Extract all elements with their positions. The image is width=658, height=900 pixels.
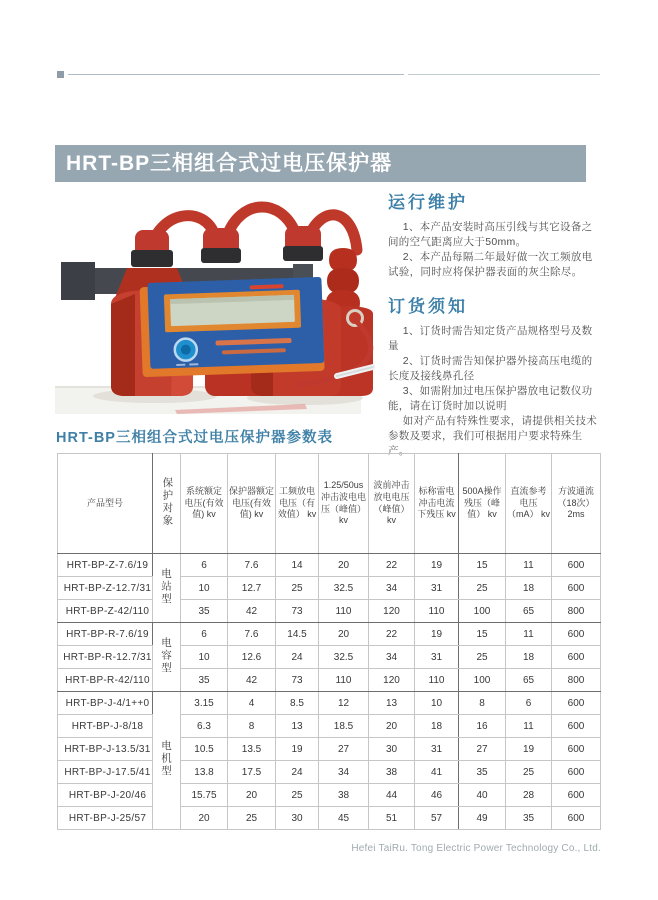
product-photo [55,190,375,420]
value-cell: 13.5 [228,738,276,761]
value-cell: 25 [459,577,506,600]
cap-ring [283,246,323,261]
ordering-item: 1、订货时需告知定货产品规格型号及数量 [388,325,593,352]
ordering-heading: 订货须知 [388,297,468,316]
value-cell: 6 [181,554,228,577]
maintenance-heading: 运行维护 [388,193,468,212]
bracket-end [61,262,95,300]
value-cell: 17.5 [228,761,276,784]
group-cell-station: 电站型 [153,554,181,623]
value-cell: 19 [506,738,552,761]
value-cell: 13.8 [181,761,228,784]
value-cell: 110 [319,600,369,623]
value-cell: 15 [459,554,506,577]
value-cell: 22 [369,554,415,577]
top-rule-line-2 [408,74,600,75]
discharge-counter [139,277,324,377]
value-cell: 24 [276,761,319,784]
value-cell: 19 [276,738,319,761]
value-cell: 20 [319,623,369,646]
ordering-item: 3、如需附加过电压保护器放电记数仪功能，请在订货时加以说明 [388,385,593,412]
table-row [58,761,601,784]
value-cell: 6 [506,692,552,715]
value-cell: 49 [459,807,506,830]
table-row [58,715,601,738]
table-row [58,554,601,577]
value-cell: 34 [369,577,415,600]
header-row [58,454,601,554]
value-cell: 65 [506,669,552,692]
value-cell: 35 [506,807,552,830]
value-cell: 6 [181,623,228,646]
value-cell: 800 [552,600,601,623]
col-header-impulse-discharge: 1.25/50us冲击波电电压（峰值） kv [319,454,369,554]
value-cell: 3.15 [181,692,228,715]
value-cell: 600 [552,784,601,807]
value-cell: 27 [459,738,506,761]
value-cell: 45 [319,807,369,830]
value-cell: 8 [459,692,506,715]
value-cell: 30 [369,738,415,761]
value-cell: 31 [415,738,459,761]
table-row [58,807,601,830]
value-cell: 20 [228,784,276,807]
maintenance-item: 2、本产品每隔二年最好做一次工频放电试验，同时应将保护器表面的灰尘除尽。 [388,251,593,278]
value-cell: 34 [369,646,415,669]
col-header-nominal-residual: 标称雷电冲击电流下残压 kv [415,454,459,554]
value-cell: 11 [506,715,552,738]
value-cell: 65 [506,600,552,623]
value-cell: 35 [181,600,228,623]
value-cell: 46 [415,784,459,807]
value-cell: 10 [181,577,228,600]
company-footer: Hefei TaiRu. Tong Electric Power Technology Co., Ltd. [351,843,601,854]
value-cell: 51 [369,807,415,830]
model-cell: HRT-BP-Z-7.6/19 [58,554,153,577]
value-cell: 11 [506,554,552,577]
value-cell: 800 [552,669,601,692]
table-row [58,784,601,807]
value-cell: 18 [506,646,552,669]
col-header-rated-voltage: 保护器额定电压(有效值) kv [228,454,276,554]
value-cell: 40 [459,784,506,807]
value-cell: 25 [228,807,276,830]
value-cell: 73 [276,669,319,692]
value-cell: 10.5 [181,738,228,761]
col-header-protected-object: 保护对象 [153,454,181,554]
model-cell: HRT-BP-J-20/46 [58,784,153,807]
value-cell: 600 [552,577,601,600]
value-cell: 12 [319,692,369,715]
value-cell: 15 [459,623,506,646]
value-cell: 10 [181,646,228,669]
cap-ring [201,248,241,263]
col-header-square-wave: 方波通流（18次） 2ms [552,454,601,554]
maintenance-item: 1、本产品安装时高压引线与其它设备之间的空气距离应大于50mm。 [388,221,593,248]
value-cell: 7.6 [228,623,276,646]
info-column [388,188,602,459]
value-cell: 24 [276,646,319,669]
table-row [58,577,601,600]
group-cell-motor: 电机型 [153,692,181,830]
value-cell: 4 [228,692,276,715]
value-cell: 8.5 [276,692,319,715]
value-cell: 12.7 [228,577,276,600]
value-cell: 31 [415,577,459,600]
model-cell: HRT-BP-J-8/18 [58,715,153,738]
value-cell: 44 [369,784,415,807]
top-rule-line [68,74,404,75]
value-cell: 35 [459,761,506,784]
value-cell: 25 [276,784,319,807]
value-cell: 600 [552,807,601,830]
value-cell: 20 [319,554,369,577]
parameters-table [57,453,601,830]
value-cell: 14 [276,554,319,577]
value-cell: 38 [319,784,369,807]
value-cell: 600 [552,761,601,784]
value-cell: 35 [181,669,228,692]
value-cell: 6.3 [181,715,228,738]
ordering-item: 如对产品有特殊性要求，请提供相关技术参数及要求，我们可根据用户要求特殊生产。 [388,415,598,457]
group-cell-capacitor: 电容型 [153,623,181,692]
value-cell: 600 [552,715,601,738]
col-header-power-freq-discharge: 工频放电电压（有效值） kv [276,454,319,554]
model-cell: HRT-BP-Z-12.7/31 [58,577,153,600]
value-cell: 11 [506,623,552,646]
value-cell: 120 [369,600,415,623]
value-cell: 100 [459,669,506,692]
value-cell: 27 [319,738,369,761]
value-cell: 13 [369,692,415,715]
model-cell: HRT-BP-J-13.5/31 [58,738,153,761]
value-cell: 32.5 [319,577,369,600]
value-cell: 120 [369,669,415,692]
value-cell: 42 [228,669,276,692]
value-cell: 25 [506,761,552,784]
value-cell: 10 [415,692,459,715]
model-cell: HRT-BP-J-4/1++0 [58,692,153,715]
surge-protector-illustration [55,190,375,420]
col-header-model: 产品型号 [58,454,153,554]
value-cell: 41 [415,761,459,784]
value-cell: 600 [552,646,601,669]
col-header-dc-reference: 直流参考电压（mA） kv [506,454,552,554]
ordering-item: 2、订货时需告知保护器外接高压电缆的长度及接线鼻孔径 [388,355,593,382]
value-cell: 12.6 [228,646,276,669]
value-cell: 31 [415,646,459,669]
table-title: HRT-BP三相组合式过电压保护器参数表 [56,430,333,446]
table-row [58,669,601,692]
value-cell: 25 [459,646,506,669]
table-row [58,738,601,761]
model-cell: HRT-BP-J-17.5/41 [58,761,153,784]
value-cell: 15.75 [181,784,228,807]
value-cell: 600 [552,623,601,646]
value-cell: 18 [415,715,459,738]
page-title: HRT-BP三相组合式过电压保护器 [55,145,586,182]
col-header-500a-residual: 500A操作残压（峰值） kv [459,454,506,554]
value-cell: 110 [415,669,459,692]
value-cell: 19 [415,623,459,646]
model-cell: HRT-BP-R-42/110 [58,669,153,692]
model-cell: HRT-BP-R-7.6/19 [58,623,153,646]
top-rule-square [57,71,64,78]
value-cell: 30 [276,807,319,830]
value-cell: 7.6 [228,554,276,577]
value-cell: 25 [276,577,319,600]
model-cell: HRT-BP-J-25/57 [58,807,153,830]
value-cell: 13 [276,715,319,738]
value-cell: 600 [552,738,601,761]
table-row [58,623,601,646]
value-cell: 8 [228,715,276,738]
value-cell: 42 [228,600,276,623]
table-row [58,600,601,623]
value-cell: 20 [181,807,228,830]
value-cell: 110 [415,600,459,623]
table-row [58,646,601,669]
value-cell: 600 [552,692,601,715]
value-cell: 18 [506,577,552,600]
value-cell: 57 [415,807,459,830]
value-cell: 19 [415,554,459,577]
value-cell: 38 [369,761,415,784]
value-cell: 34 [319,761,369,784]
col-header-system-voltage: 系统额定电压(有效值) kv [181,454,228,554]
value-cell: 73 [276,600,319,623]
value-cell: 18.5 [319,715,369,738]
value-cell: 14.5 [276,623,319,646]
model-cell: HRT-BP-R-12.7/31 [58,646,153,669]
value-cell: 28 [506,784,552,807]
value-cell: 20 [369,715,415,738]
model-cell: HRT-BP-Z-42/110 [58,600,153,623]
table-row [58,692,601,715]
value-cell: 22 [369,623,415,646]
value-cell: 32.5 [319,646,369,669]
value-cell: 110 [319,669,369,692]
value-cell: 100 [459,600,506,623]
col-header-wavefront-discharge: 波前冲击放电电压（峰值） kv [369,454,415,554]
value-cell: 16 [459,715,506,738]
value-cell: 600 [552,554,601,577]
